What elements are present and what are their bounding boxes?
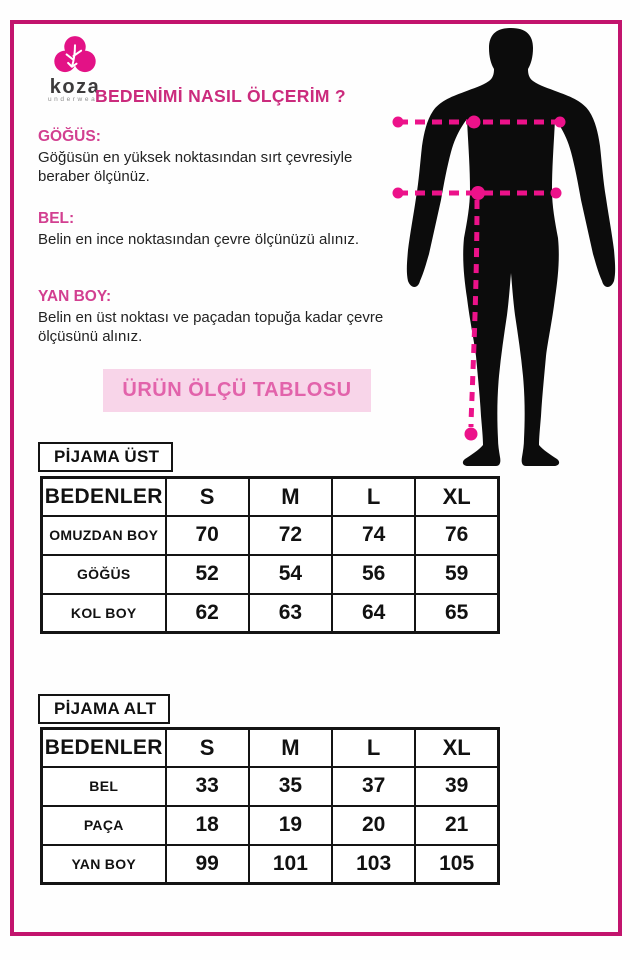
value-cell: 37 bbox=[332, 767, 415, 806]
table-row bbox=[42, 767, 499, 806]
value-cell: 64 bbox=[332, 594, 415, 633]
header-cell: L bbox=[332, 478, 415, 516]
value-cell: 70 bbox=[166, 516, 249, 555]
section-waist-text: Belin en ince noktasından çevre ölçünüzü alınız. bbox=[38, 231, 360, 248]
header-cell: XL bbox=[415, 729, 498, 767]
section-waist-heading: BEL: bbox=[38, 210, 75, 227]
header-cell: M bbox=[249, 729, 332, 767]
header-cell: BEDENLER bbox=[42, 478, 166, 516]
section-side-length bbox=[38, 288, 386, 346]
male-body-silhouette bbox=[407, 28, 615, 466]
table-label-pijama-ust: PİJAMA ÜST bbox=[38, 442, 173, 472]
size-table-banner: ÜRÜN ÖLÇÜ TABLOSU bbox=[103, 369, 371, 412]
value-cell: 63 bbox=[249, 594, 332, 633]
table-label-pijama-alt: PİJAMA ALT bbox=[38, 694, 170, 724]
row-label: KOL BOY bbox=[42, 594, 166, 633]
section-chest bbox=[38, 128, 386, 186]
value-cell: 19 bbox=[249, 806, 332, 845]
section-waist bbox=[38, 210, 386, 250]
page-title: BEDENİMİ NASIL ÖLÇERİM ? bbox=[95, 86, 346, 106]
table-row bbox=[42, 594, 499, 633]
row-label: YAN BOY bbox=[42, 845, 166, 884]
table-header-row bbox=[42, 478, 499, 516]
header-cell: BEDENLER bbox=[42, 729, 166, 767]
table-row bbox=[42, 806, 499, 845]
table-row bbox=[42, 516, 499, 555]
koza-cocoon-icon bbox=[52, 34, 98, 78]
value-cell: 54 bbox=[249, 555, 332, 594]
value-cell: 99 bbox=[166, 845, 249, 884]
value-cell: 39 bbox=[415, 767, 498, 806]
header-cell: S bbox=[166, 478, 249, 516]
value-cell: 105 bbox=[415, 845, 498, 884]
row-label: OMUZDAN BOY bbox=[42, 516, 166, 555]
section-chest-heading: GÖĞÜS: bbox=[38, 128, 101, 145]
value-cell: 52 bbox=[166, 555, 249, 594]
value-cell: 18 bbox=[166, 806, 249, 845]
table-row bbox=[42, 845, 499, 884]
table-row bbox=[42, 555, 499, 594]
header-cell: M bbox=[249, 478, 332, 516]
header-cell: L bbox=[332, 729, 415, 767]
value-cell: 59 bbox=[415, 555, 498, 594]
size-table-pijama-ust bbox=[40, 476, 500, 634]
value-cell: 103 bbox=[332, 845, 415, 884]
value-cell: 35 bbox=[249, 767, 332, 806]
value-cell: 62 bbox=[166, 594, 249, 633]
row-label: PAÇA bbox=[42, 806, 166, 845]
value-cell: 21 bbox=[415, 806, 498, 845]
section-side-length-text: Belin en üst noktası ve paçadan topuğa kadar çevre ölçüsünü alınız. bbox=[38, 309, 384, 345]
value-cell: 72 bbox=[249, 516, 332, 555]
brand-subtitle: underwear bbox=[47, 96, 103, 103]
body-silhouette-figure bbox=[390, 20, 630, 477]
size-table-pijama-alt bbox=[40, 727, 500, 885]
brand-name: koza bbox=[49, 76, 101, 98]
value-cell: 33 bbox=[166, 767, 249, 806]
value-cell: 56 bbox=[332, 555, 415, 594]
row-label: GÖĞÜS bbox=[42, 555, 166, 594]
value-cell: 76 bbox=[415, 516, 498, 555]
section-side-length-heading: YAN BOY: bbox=[38, 288, 112, 305]
value-cell: 65 bbox=[415, 594, 498, 633]
header-cell: S bbox=[166, 729, 249, 767]
section-chest-text: Göğüsün en yüksek noktasından sırt çevresiyle beraber ölçünüz. bbox=[38, 149, 353, 185]
table-header-row bbox=[42, 729, 499, 767]
header-cell: XL bbox=[415, 478, 498, 516]
value-cell: 101 bbox=[249, 845, 332, 884]
value-cell: 74 bbox=[332, 516, 415, 555]
value-cell: 20 bbox=[332, 806, 415, 845]
row-label: BEL bbox=[42, 767, 166, 806]
